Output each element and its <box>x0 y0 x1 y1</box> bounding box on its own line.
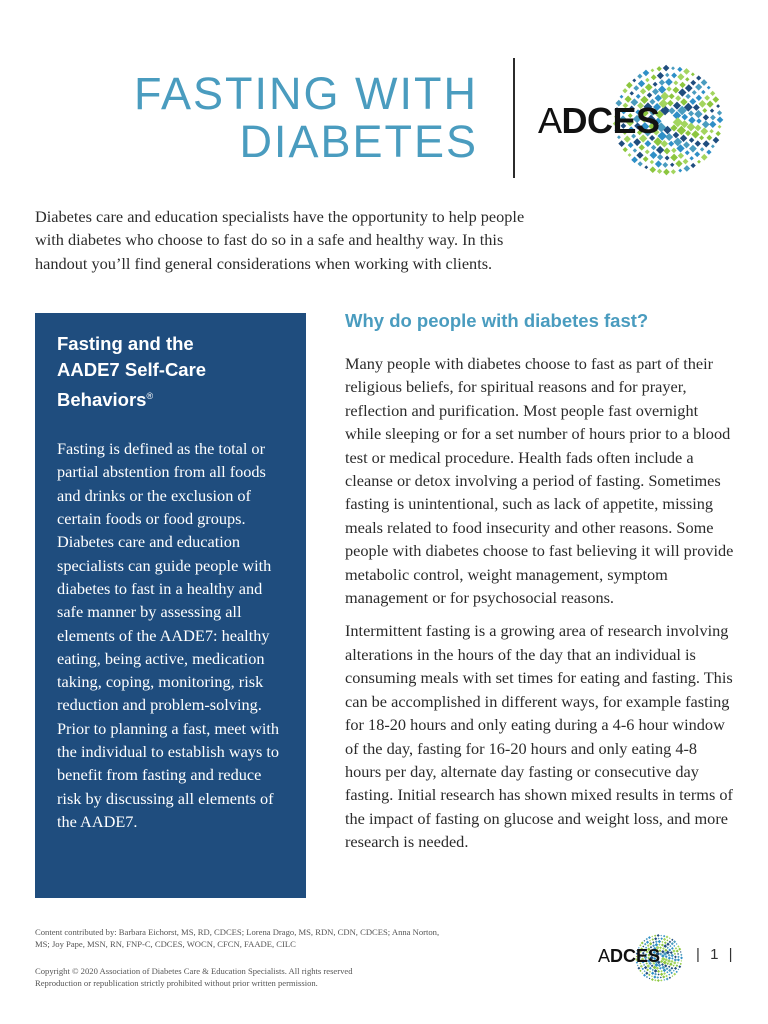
logo-dot <box>664 941 667 944</box>
logo-dot <box>693 104 700 111</box>
logo-dot <box>660 935 662 937</box>
logo-dot <box>710 108 714 112</box>
logo-dot <box>666 935 669 938</box>
logo-dot <box>706 135 712 141</box>
logo-dot <box>660 976 662 978</box>
logo-dot <box>691 163 696 168</box>
adces-logo <box>538 60 728 180</box>
logo-dot <box>700 147 704 151</box>
logo-dot <box>664 148 671 155</box>
logo-dot <box>644 165 648 169</box>
logo-dot <box>662 947 665 950</box>
logo-dot <box>689 156 693 160</box>
sidebar-heading-line-3: Behaviors <box>57 389 147 411</box>
logo-dot <box>658 940 661 943</box>
logo-dot <box>685 130 691 136</box>
logo-dot <box>694 151 700 157</box>
logo-dot <box>673 940 676 943</box>
logo-dot <box>663 65 670 72</box>
logo-dot <box>662 975 665 978</box>
logo-dot <box>662 162 668 168</box>
logo-dot <box>670 154 678 162</box>
logo-dot <box>676 964 679 967</box>
logo-dot <box>689 145 697 153</box>
logo-dot <box>653 82 658 87</box>
logo-dot <box>671 942 674 945</box>
logo-dot <box>647 92 652 97</box>
logo-dot <box>628 153 632 157</box>
copyright-line-2: Reproduction or republication strictly prohibited without prior written permission. <box>35 978 318 988</box>
logo-dot <box>651 145 656 150</box>
logo-dot <box>667 100 674 107</box>
footer-credits: Content contributed by: Barbara Eichorst, MS, RD, CDCES; Lorena Drago, MS, RDN, CDN, CDCES; Anna Norton, MS; Joy Pape, MSN, RN, FNP-C, CDCES, WOCN, CFCN, FAADE, CILC <box>35 927 440 949</box>
logo-dot <box>673 973 676 976</box>
logo-dot <box>660 979 662 981</box>
logo-dot <box>631 156 638 163</box>
logo-dot <box>695 140 701 146</box>
logo-dot <box>681 960 683 962</box>
sidebar-heading-line-2: AADE7 Self-Care <box>57 359 207 380</box>
logo-dot <box>622 88 627 93</box>
logo-dot <box>685 150 690 155</box>
logo-dot <box>665 156 670 161</box>
logo-dot <box>673 961 676 964</box>
logo-dot <box>672 949 675 952</box>
logo-dot <box>651 972 654 975</box>
logo-dot <box>683 141 690 148</box>
logo-dot <box>651 936 653 938</box>
logo-dot <box>653 975 656 978</box>
logo-dot <box>683 68 690 75</box>
logo-dot <box>673 970 675 972</box>
logo-dot <box>696 95 702 101</box>
logo-dot <box>671 947 674 950</box>
logo-dot <box>633 148 637 152</box>
logo-dot <box>671 66 675 70</box>
footer-logo-wordmark <box>598 946 660 967</box>
logo-dot <box>666 962 669 965</box>
logo-dot <box>706 149 711 154</box>
logo-dot <box>655 940 658 943</box>
logo-dot <box>694 110 702 118</box>
logo-dot <box>637 74 642 79</box>
logo-dot <box>632 78 636 82</box>
logo-dot <box>671 967 674 970</box>
logo-dot <box>663 972 666 975</box>
logo-dot <box>620 95 624 99</box>
logo-dot <box>666 86 671 91</box>
footer-copyright <box>35 965 465 989</box>
logo-dot <box>661 963 664 966</box>
logo-dot <box>665 73 669 77</box>
logo-dot <box>669 977 671 979</box>
logo-dot <box>648 974 651 977</box>
logo-dot <box>658 938 660 940</box>
logo-dot <box>661 140 668 147</box>
logo-dot <box>657 169 662 174</box>
logo-wordmark <box>538 100 660 142</box>
registered-mark: ® <box>146 391 154 401</box>
logo-dot <box>680 956 683 959</box>
logo-dot <box>680 954 682 956</box>
logo-dot <box>699 100 707 108</box>
logo-dot <box>637 967 640 970</box>
logo-dot <box>675 160 682 167</box>
logo-dot <box>651 978 654 981</box>
logo-dot <box>679 82 685 88</box>
logo-dot <box>644 970 646 972</box>
logo-dot <box>666 967 669 970</box>
logo-dot <box>663 944 667 948</box>
logo-dot <box>666 971 668 973</box>
logo-dot <box>660 973 663 976</box>
logo-dot <box>678 88 686 96</box>
logo-dot <box>685 77 689 81</box>
logo-dot <box>661 941 663 943</box>
logo-dot <box>696 118 701 123</box>
logo-dot <box>668 954 671 957</box>
sidebar-heading <box>57 331 284 413</box>
logo-dot <box>669 941 672 944</box>
logo-dot <box>669 93 675 99</box>
logo-dot <box>670 163 674 167</box>
copyright-line-1: Copyright © 2020 Association of Diabetes Care & Education Specialists. All rights reserved <box>35 966 353 976</box>
logo-dot <box>656 967 659 970</box>
logo-dot <box>717 110 722 115</box>
logo-dot <box>709 129 713 133</box>
logo-dot <box>678 169 682 173</box>
logo-dot <box>680 951 682 953</box>
logo-dot <box>690 80 696 86</box>
logo-dot <box>701 154 708 161</box>
logo-dot <box>638 80 645 87</box>
title-line-2: DIABETES <box>239 116 478 167</box>
logo-dot <box>650 160 654 164</box>
logo-dot <box>710 91 715 96</box>
logo-dot <box>701 90 705 94</box>
logo-dot <box>678 965 681 968</box>
logo-dot <box>660 970 662 972</box>
logo-dot <box>670 951 673 954</box>
logo-dot <box>639 144 645 150</box>
logo-dot <box>678 153 684 159</box>
logo-dot <box>669 937 671 939</box>
logo-dot <box>654 969 658 973</box>
logo-dot <box>654 979 656 981</box>
main-paragraph-2: Intermittent fasting is a growing area of research involving alterations in the hours of the day that an individual is consuming meals with set times for eating and fasting. This can be accomplished in different ways, for example fasting for 18-20 hours and only eating during a 4-6 hour window of the day, fasting for 16-20 hours and only eating 4-8 hours per day, alternate day fasting or consecutive day fasting. Initial research has shown mixed results in terms of the impact of fasting on glucose and weight loss, and more research is needed. <box>345 621 733 852</box>
logo-dot <box>666 939 668 941</box>
logo-dot <box>663 169 670 176</box>
logo-dot <box>657 154 663 160</box>
logo-dot <box>691 72 695 76</box>
section-heading: Why do people with diabetes fast? <box>345 310 649 331</box>
logo-dot <box>655 160 662 167</box>
logo-dot <box>663 979 665 981</box>
logo-dot <box>669 945 671 947</box>
logo-dot <box>668 974 670 976</box>
logo-dot <box>671 957 673 959</box>
logo-dot <box>649 166 656 173</box>
logo-dot <box>672 975 674 977</box>
logo-dot <box>636 94 641 99</box>
logo-dot <box>652 938 655 941</box>
logo-dot <box>642 968 645 971</box>
logo-dot <box>623 147 628 152</box>
logo-dot <box>626 82 633 89</box>
logo-dot <box>699 135 704 140</box>
logo-dot <box>673 132 680 139</box>
logo-dot <box>659 79 665 85</box>
logo-dot <box>678 948 681 951</box>
logo-dot <box>649 978 651 980</box>
logo-dot <box>709 121 716 128</box>
logo-dot <box>658 973 660 975</box>
logo-dot <box>667 947 669 949</box>
logo-dot <box>646 976 648 978</box>
main-paragraph-1: Many people with diabetes choose to fast as part of their religious beliefs, for spiritual reasons and for prayer, reflection and purification. Most people fast overnight while sleeping or for a set number of hours prior to a blood test or medical procedure. Health fads often include a cleanse or detox involving a period of fasting. Sometimes fasting is unintentional, such as lack of appetite, missing meals related to food insecurity and other reasons. Some people with diabetes choose to fast believing it will provide metabolic control, weight management, symptom management or for psychosocial reasons. <box>345 354 734 608</box>
logo-dot <box>707 86 711 90</box>
sidebar-body: Fasting is defined as the total or partial abstention from all foods and drinks or the exclusion of certain foods or food groups. Diabetes care and education specialists can guide people with diabetes to fast in a healthy and safe manner by assessing all elements of the AADE7: healthy eating, being active, medication taking, coping, monitoring, risk reduction and problem-solving. Prior to planning a fast, meet with the individual to establish ways to benefit from fasting and reduce risk by discussing all elements of the AADE7. <box>57 439 280 831</box>
logo-dot <box>675 947 678 950</box>
logo-dot <box>677 962 679 964</box>
logo-prefix: A <box>538 100 562 141</box>
logo-bold: DCES <box>561 100 660 141</box>
logo-dot <box>671 939 673 941</box>
logo-dot <box>716 104 720 108</box>
logo-dot <box>701 79 708 86</box>
logo-dot <box>718 125 722 129</box>
logo-dot <box>692 90 697 95</box>
logo-dot <box>691 130 699 138</box>
logo-dot <box>670 972 673 975</box>
logo-dot <box>668 107 675 114</box>
logo-dot <box>665 78 673 86</box>
logo-dot <box>689 98 696 105</box>
logo-dot <box>671 73 677 79</box>
logo-dot <box>671 148 676 153</box>
logo-dot <box>677 953 679 955</box>
logo-dot <box>654 935 656 937</box>
logo-dot <box>651 975 653 977</box>
logo-dot <box>677 945 679 947</box>
logo-dot <box>652 969 654 971</box>
logo-dot <box>672 965 674 967</box>
logo-dot <box>689 137 694 142</box>
sidebar-heading-line-1: Fasting and the <box>57 333 194 354</box>
logo-dot <box>674 953 676 955</box>
logo-dot <box>676 943 678 945</box>
title-line-1: FASTING WITH <box>134 68 478 119</box>
logo-dot <box>638 161 643 166</box>
logo-dot <box>673 945 675 947</box>
logo-dot <box>668 969 671 972</box>
logo-dot <box>668 966 670 968</box>
logo-dot <box>657 72 664 79</box>
logo-dot <box>650 151 658 159</box>
logo-dot <box>702 108 707 113</box>
main-column <box>345 308 735 864</box>
logo-dot <box>666 943 669 946</box>
logo-dot <box>673 80 678 85</box>
logo-dot <box>659 967 662 970</box>
logo-dot <box>703 140 710 147</box>
logo-dot <box>674 958 677 961</box>
logo-dot <box>676 971 678 973</box>
logo-dot <box>663 938 666 941</box>
logo-dot <box>657 934 660 937</box>
logo-dot <box>657 66 662 71</box>
logo-dot <box>702 121 710 129</box>
logo-dot <box>717 116 724 123</box>
logo-dot <box>649 967 652 970</box>
logo-dot <box>677 956 680 959</box>
logo-dot <box>657 970 660 973</box>
logo-dot <box>643 70 650 77</box>
logo-dot <box>654 973 657 976</box>
logo-dot <box>663 935 665 937</box>
logo-dot <box>649 942 652 945</box>
logo-dot <box>666 978 669 981</box>
logo-dot <box>700 127 708 135</box>
logo-dot <box>630 91 634 95</box>
logo-dot <box>645 78 649 82</box>
logo-dot <box>640 88 646 94</box>
logo-dot <box>706 100 713 107</box>
logo-dot <box>703 114 709 120</box>
logo-dot <box>665 975 668 978</box>
logo-dot <box>669 962 673 966</box>
logo-dot <box>668 948 671 951</box>
logo-dot <box>654 937 657 940</box>
logo-dot <box>643 156 649 162</box>
logo-dot <box>713 137 720 144</box>
logo-dot <box>710 115 716 121</box>
logo-dot <box>670 954 674 958</box>
logo-dot <box>636 152 643 159</box>
logo-dot <box>651 68 655 72</box>
logo-dot <box>683 159 689 165</box>
logo-dot <box>643 974 646 977</box>
page-title <box>38 70 478 166</box>
logo-dot <box>639 970 641 972</box>
logo-dot <box>680 963 682 965</box>
logo-dot <box>677 958 680 961</box>
logo-dot <box>688 110 694 116</box>
logo-dot <box>660 937 663 940</box>
intro-paragraph: Diabetes care and education specialists have the opportunity to help people with diabetes who choose to fast do so in a safe and healthy way. In this handout you’ll find general considerations when working with clients. <box>35 207 525 273</box>
logo-dot <box>656 146 664 154</box>
logo-dot <box>644 940 646 942</box>
logo-dot <box>657 979 660 982</box>
logo-dot <box>695 83 702 90</box>
logo-dot <box>716 131 721 136</box>
logo-dot <box>684 165 691 172</box>
logo-dot <box>641 941 644 944</box>
logo-dot <box>645 83 653 91</box>
logo-dot <box>685 84 693 92</box>
page-number: | 1 | <box>696 946 736 963</box>
logo-dot <box>642 972 644 974</box>
logo-dot <box>668 141 674 147</box>
logo-dot <box>711 144 715 148</box>
logo-dot <box>633 85 639 91</box>
logo-dot <box>678 969 680 971</box>
logo-dot <box>652 941 654 943</box>
logo-dot <box>646 941 649 944</box>
logo-dot <box>704 95 710 101</box>
sidebar-box <box>35 313 306 898</box>
logo-dot <box>671 169 676 174</box>
logo-dot <box>657 976 660 979</box>
logo-dot <box>697 160 701 164</box>
logo-dot <box>651 74 657 80</box>
logo-dot <box>674 955 677 958</box>
logo-dot <box>652 88 659 95</box>
logo-dot <box>668 956 671 959</box>
logo-dot <box>696 75 701 80</box>
footer-adces-logo <box>598 932 688 984</box>
logo-dot <box>675 95 681 101</box>
logo-dot <box>688 116 695 123</box>
logo-dot <box>665 133 673 141</box>
logo-dot <box>685 94 690 99</box>
logo-dot <box>645 149 650 154</box>
logo-dot <box>649 940 651 942</box>
logo-dot <box>646 969 649 972</box>
logo-dot <box>648 936 651 939</box>
logo-dot <box>712 96 719 103</box>
footer-logo-bold: DCES <box>610 946 661 966</box>
logo-dot <box>628 142 634 148</box>
logo-dot <box>677 67 682 72</box>
title-divider <box>513 58 515 178</box>
logo-dot <box>649 971 651 973</box>
logo-dot <box>676 950 679 953</box>
logo-dot <box>674 967 677 970</box>
logo-dot <box>646 938 648 940</box>
logo-dot <box>645 972 648 975</box>
logo-dot <box>677 73 684 80</box>
footer-logo-prefix: A <box>598 946 611 966</box>
